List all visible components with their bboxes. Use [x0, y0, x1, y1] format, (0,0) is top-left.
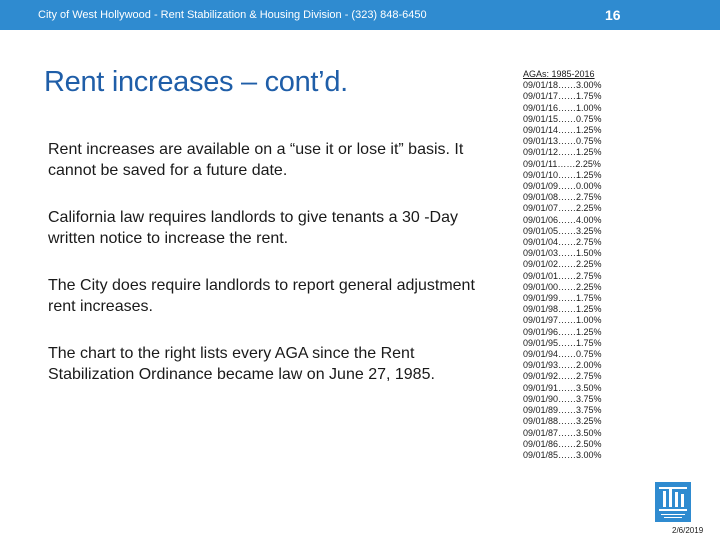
aga-list-panel — [523, 69, 633, 461]
aga-entry: 09/01/91……3.50% — [523, 382, 602, 393]
footer-date: 2/6/2019 — [672, 526, 704, 535]
aga-entry: 09/01/89……3.75% — [523, 405, 602, 416]
aga-entry: 09/01/00……2.25% — [523, 281, 602, 292]
aga-entry: 09/01/07……2.25% — [523, 203, 602, 214]
paragraph: The chart to the right lists every AGA since the Rent Stabilization Ordinance became law on June 27, 1985. — [48, 345, 435, 383]
aga-entry: 09/01/95……1.75% — [523, 337, 602, 348]
aga-entry: 09/01/88……3.25% — [523, 416, 602, 427]
aga-list — [523, 80, 633, 461]
aga-entry: 09/01/11……2.25% — [523, 158, 601, 169]
aga-entry: 09/01/09……0.00% — [523, 181, 602, 192]
aga-entry: 09/01/08……2.75% — [523, 192, 602, 203]
slide-number: 16 — [605, 7, 621, 23]
aga-entry: 09/01/04……2.75% — [523, 237, 602, 248]
aga-entry: 09/01/96……1.25% — [523, 326, 602, 337]
aga-entry: 09/01/13……0.75% — [523, 136, 602, 147]
aga-entry: 09/01/98……1.25% — [523, 304, 602, 315]
aga-entry: 09/01/90……3.75% — [523, 393, 602, 404]
aga-entry: 09/01/03……1.50% — [523, 248, 602, 259]
paragraph: Rent increases are available on a “use it or lose it” basis. It cannot be saved for a future date. — [48, 141, 464, 179]
city-logo-icon — [655, 482, 691, 522]
aga-entry: 09/01/97……1.00% — [523, 315, 602, 326]
aga-entry: 09/01/06……4.00% — [523, 214, 602, 225]
aga-entry: 09/01/16……1.00% — [523, 102, 602, 113]
aga-entry: 09/01/93……2.00% — [523, 360, 602, 371]
aga-entry: 09/01/99……1.75% — [523, 293, 602, 304]
aga-entry: 09/01/17……1.75% — [523, 91, 602, 102]
aga-entry: 09/01/14……1.25% — [523, 125, 602, 136]
aga-entry: 09/01/92……2.75% — [523, 371, 602, 382]
slide-title: Rent increases – cont’d. — [44, 66, 348, 98]
body-text — [48, 139, 478, 411]
header-bar — [0, 0, 720, 30]
aga-entry: 09/01/10……1.25% — [523, 169, 602, 180]
paragraph: The City does require landlords to report general adjustment rent increases. — [48, 277, 475, 315]
paragraph: California law requires landlords to give tenants a 30 -Day written notice to increase the rent. — [48, 209, 458, 247]
aga-entry: 09/01/15……0.75% — [523, 113, 602, 124]
header-title: City of West Hollywood - Rent Stabilization & Housing Division - (323) 848-6450 — [38, 9, 427, 21]
aga-entry: 09/01/87……3.50% — [523, 427, 602, 438]
aga-entry: 09/01/18……3.00% — [523, 80, 602, 91]
aga-entry: 09/01/02……2.25% — [523, 259, 602, 270]
aga-entry: 09/01/86……2.50% — [523, 438, 602, 449]
aga-entry: 09/01/05……3.25% — [523, 225, 602, 236]
aga-entry: 09/01/12……1.25% — [523, 147, 602, 158]
aga-entry: 09/01/94……0.75% — [523, 349, 602, 360]
aga-entry: 09/01/85……3.00% — [523, 449, 602, 460]
aga-heading: AGAs: 1985-2016 — [523, 69, 595, 79]
aga-entry: 09/01/01……2.75% — [523, 270, 602, 281]
